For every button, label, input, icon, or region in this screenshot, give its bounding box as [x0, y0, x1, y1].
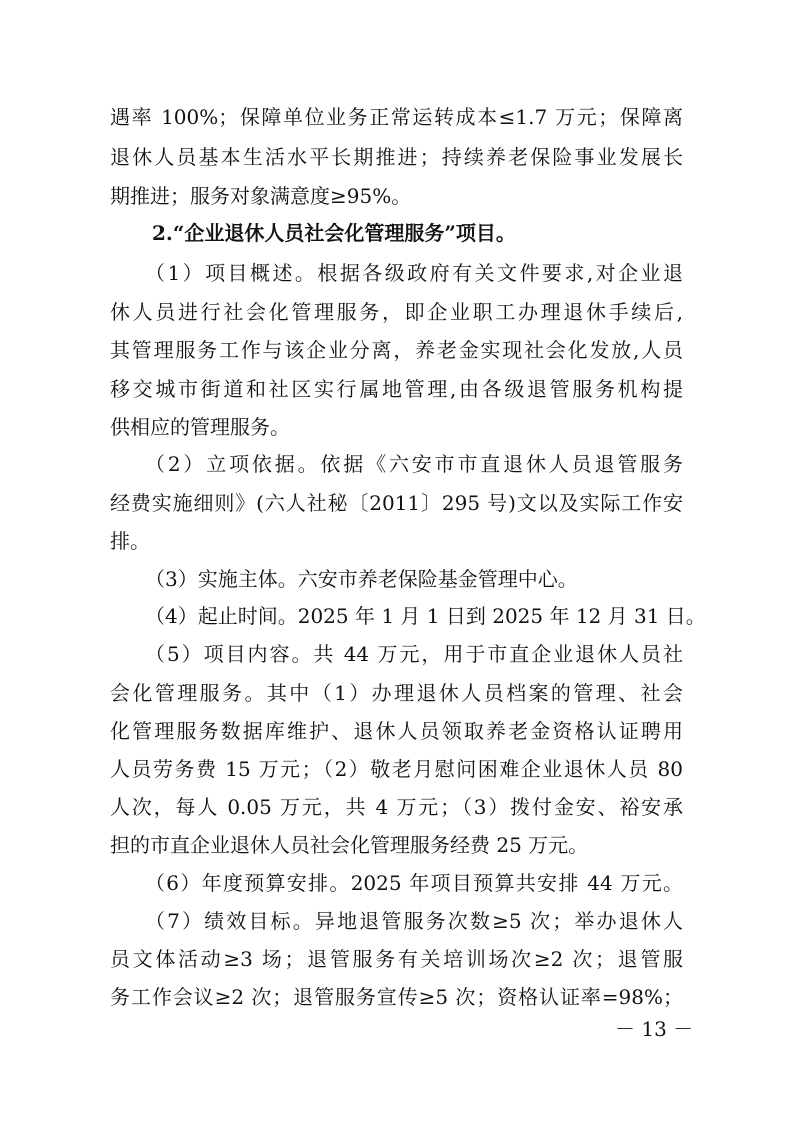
page-number: － 13 － [615, 1017, 694, 1041]
body-line-2: 退休人员基本生活水平长期推进；持续养老保险事业发展长 [110, 145, 683, 169]
body-line-11: 经费实施细则》(六人社秘〔2011〕295 号)文以及实际工作安 [110, 491, 683, 515]
body-line-14: （4）起止时间。2025 年 1 月 1 日到 2025 年 12 月 31 日。 [145, 604, 706, 628]
body-line-5: （1）项目概述。根据各级政府有关文件要求,对企业退 [145, 261, 683, 285]
body-line-7: 其管理服务工作与该企业分离，养老金实现社会化发放,人员 [110, 338, 683, 362]
body-line-6: 休人员进行社会化管理服务，即企业职工办理退休手续后, [110, 300, 683, 324]
body-line-8: 移交城市街道和社区实行属地管理,由各级退管服务机构提 [110, 377, 683, 401]
body-line-16: 会化管理服务。其中（1）办理退休人员档案的管理、社会 [110, 681, 683, 705]
body-line-20: 担的市直企业退休人员社会化管理服务经费 25 万元。 [110, 833, 589, 857]
body-line-9: 供相应的管理服务。 [110, 415, 290, 439]
body-line-21: （6）年度预算安排。2025 年项目预算共安排 44 万元。 [145, 871, 683, 895]
body-line-1: 遇率 100%；保障单位业务正常运转成本≤1.7 万元；保障离 [110, 105, 683, 129]
body-line-12: 排。 [110, 529, 150, 553]
body-line-10: （2）立项依据。依据《六安市市直退休人员退管服务 [145, 452, 683, 476]
body-line-17: 化管理服务数据库维护、退休人员领取养老金资格认证聘用 [110, 719, 683, 743]
body-line-23: 员文体活动≥3 场；退管服务有关培训场次≥2 次；退管服 [110, 947, 683, 971]
body-line-19: 人次，每人 0.05 万元，共 4 万元；（3）拨付金安、裕安承 [110, 795, 683, 819]
body-line-13: （3）实施主体。六安市养老保险基金管理中心。 [145, 567, 578, 591]
body-line-22: （7）绩效目标。异地退管服务次数≥5 次；举办退休人 [145, 909, 683, 933]
body-line-24: 务工作会议≥2 次；退管服务宣传≥5 次；资格认证率=98%； [110, 985, 683, 1009]
body-line-18: 人员劳务费 15 万元；（2）敬老月慰问困难企业退休人员 80 [110, 757, 683, 781]
body-line-3: 期推进；服务对象满意度≥95%。 [110, 184, 412, 208]
body-line-15: （5）项目内容。共 44 万元，用于市直企业退休人员社 [145, 642, 683, 666]
section-heading: 2.“企业退休人员社会化管理服务”项目。 [152, 221, 516, 245]
